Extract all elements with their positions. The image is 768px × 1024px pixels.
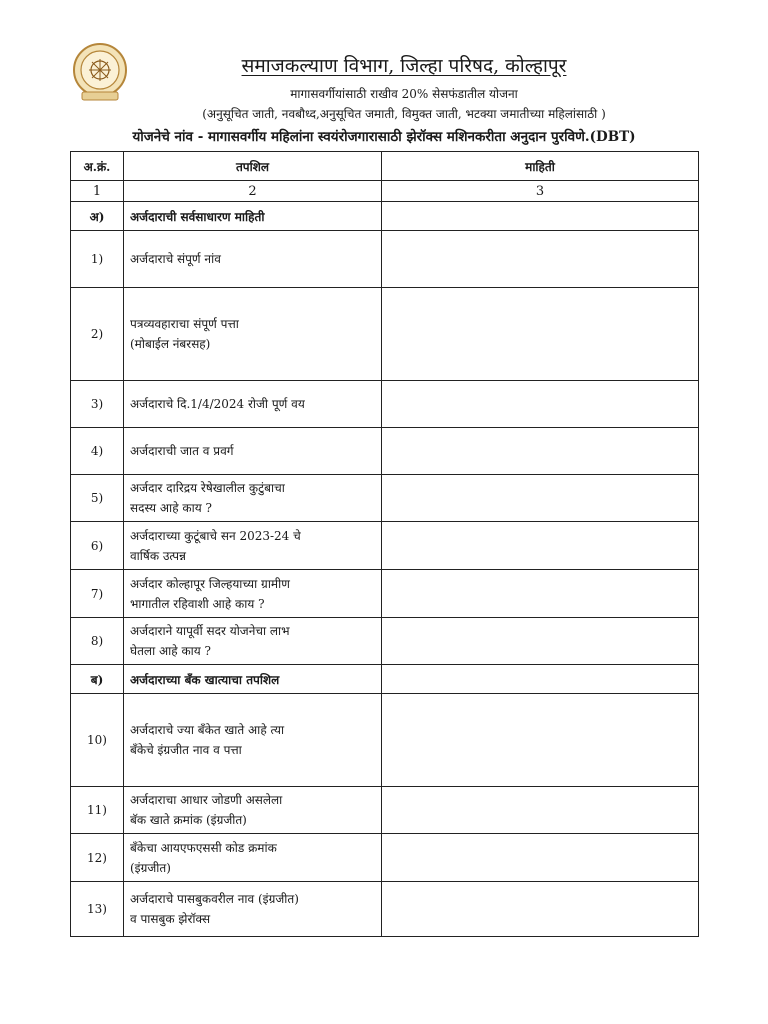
field-value-cell[interactable] xyxy=(382,475,699,522)
description-line: घेतला आहे काय ? xyxy=(130,644,211,658)
scheme-subtitle: मागासवर्गीयांसाठी राखीव 20% सेसफंडातील योजना xyxy=(290,87,518,101)
table-header-row xyxy=(71,152,699,181)
header-serial: अ.क्रं. xyxy=(71,152,124,181)
serial-number: 7) xyxy=(71,570,124,618)
description-line: अर्जदार दारिद्रय रेषेखालील कुटुंबाचा xyxy=(130,481,285,495)
field-value-cell[interactable] xyxy=(382,787,699,834)
serial-number: 13) xyxy=(71,882,124,937)
field-value-cell[interactable] xyxy=(382,834,699,882)
section-title: अर्जदाराच्या बँक खात्याचा तपशिल xyxy=(124,665,382,694)
section-label: अ) xyxy=(71,202,124,231)
field-value-cell[interactable] xyxy=(382,231,699,288)
field-description xyxy=(124,787,382,834)
serial-number: 8) xyxy=(71,618,124,665)
serial-number: 11) xyxy=(71,787,124,834)
field-description xyxy=(124,882,382,937)
scheme-name: योजनेचे नांव - मागासवर्गीय महिलांना स्वयंरोजगारासाठी झेरॉक्स मशिनकरीता अनुदान पुरविणे.(DBT) xyxy=(132,129,636,145)
serial-number: 12) xyxy=(71,834,124,882)
serial-number: 6) xyxy=(71,522,124,570)
field-value-cell[interactable] xyxy=(382,618,699,665)
serial-number: 3) xyxy=(71,381,124,428)
description-line: बॅक खाते क्रमांक (इंग्रजीत) xyxy=(130,813,247,827)
serial-number: 5) xyxy=(71,475,124,522)
description-line: (मोबाईल नंबरसह) xyxy=(130,337,211,351)
section-blank xyxy=(382,665,699,694)
table-row xyxy=(71,475,699,522)
field-description xyxy=(124,834,382,882)
description-line: सदस्य आहे काय ? xyxy=(130,501,212,515)
field-description xyxy=(124,428,382,475)
section-a-row xyxy=(71,202,699,231)
field-description xyxy=(124,618,382,665)
description-line: अर्जदाराच्या कुटूंबाचे सन 2023-24 चे xyxy=(130,528,301,543)
table-row xyxy=(71,381,699,428)
description-line: अर्जदाराचा आधार जोडणी असलेला xyxy=(130,793,283,807)
field-description xyxy=(124,381,382,428)
serial-number: 4) xyxy=(71,428,124,475)
table-row xyxy=(71,288,699,381)
section-label: ब) xyxy=(71,665,124,694)
page-title: समाजकल्याण विभाग, जिल्हा परिषद, कोल्हापूर xyxy=(241,55,567,77)
beneficiary-categories: (अनुसूचित जाती, नवबौध्द,अनुसूचित जमाती, विमुक्त जाती, भटक्या जमातीच्या महिलांसाठी ) xyxy=(202,107,606,121)
section-title: अर्जदाराची सर्वसाधारण माहिती xyxy=(124,202,382,231)
section-b-row xyxy=(71,665,699,694)
table-row xyxy=(71,570,699,618)
field-description xyxy=(124,570,382,618)
description-line: अर्जदाराने यापूर्वी सदर योजनेचा लाभ xyxy=(130,624,290,638)
table-row xyxy=(71,618,699,665)
application-form-table xyxy=(70,151,699,937)
column-number-row xyxy=(71,181,699,202)
table-row xyxy=(71,522,699,570)
field-description xyxy=(124,522,382,570)
table-row xyxy=(71,882,699,937)
field-value-cell[interactable] xyxy=(382,570,699,618)
description-line: अर्जदाराचे पासबुकवरील नाव (इंग्रजीत) xyxy=(130,892,299,906)
field-value-cell[interactable] xyxy=(382,381,699,428)
table-row xyxy=(71,787,699,834)
serial-number: 2) xyxy=(71,288,124,381)
description-line: अर्जदाराची जात व प्रवर्ग xyxy=(130,444,234,458)
field-description xyxy=(124,694,382,787)
description-line: व पासबुक झेरॉक्स xyxy=(130,912,211,926)
description-line: अर्जदाराचे ज्या बँकेत खाते आहे त्या xyxy=(130,723,285,737)
field-value-cell[interactable] xyxy=(382,288,699,381)
field-value-cell[interactable] xyxy=(382,882,699,937)
table-row xyxy=(71,834,699,882)
field-value-cell[interactable] xyxy=(382,428,699,475)
table-row xyxy=(71,694,699,787)
header-information: माहिती xyxy=(382,152,699,181)
column-number: 3 xyxy=(382,181,699,202)
description-line: वार्षिक उत्पन्न xyxy=(130,548,186,563)
section-blank xyxy=(382,202,699,231)
serial-number: 1) xyxy=(71,231,124,288)
description-line: अर्जदाराचे दि.1/4/2024 रोजी पूर्ण वय xyxy=(130,397,305,411)
description-line: पत्रव्यवहाराचा संपूर्ण पत्ता xyxy=(130,317,239,331)
description-line: बँकेचे इंग्रजीत नाव व पत्ता xyxy=(130,743,242,757)
header-details: तपशिल xyxy=(124,152,382,181)
field-description xyxy=(124,231,382,288)
description-line: अर्जदार कोल्हापूर जिल्हयाच्या ग्रामीण xyxy=(130,576,290,591)
field-description xyxy=(124,288,382,381)
description-line: अर्जदाराचे संपूर्ण नांव xyxy=(130,252,221,266)
field-value-cell[interactable] xyxy=(382,522,699,570)
field-value-cell[interactable] xyxy=(382,694,699,787)
description-line: (इंग्रजीत) xyxy=(130,860,171,875)
field-description xyxy=(124,475,382,522)
table-row xyxy=(71,428,699,475)
table-row xyxy=(71,231,699,288)
description-line: बँकेचा आयएफएससी कोड क्रमांक xyxy=(130,840,277,855)
serial-number: 10) xyxy=(71,694,124,787)
column-number: 2 xyxy=(124,181,382,202)
column-number: 1 xyxy=(71,181,124,202)
description-line: भागातील रहिवाशी आहे काय ? xyxy=(130,596,265,611)
